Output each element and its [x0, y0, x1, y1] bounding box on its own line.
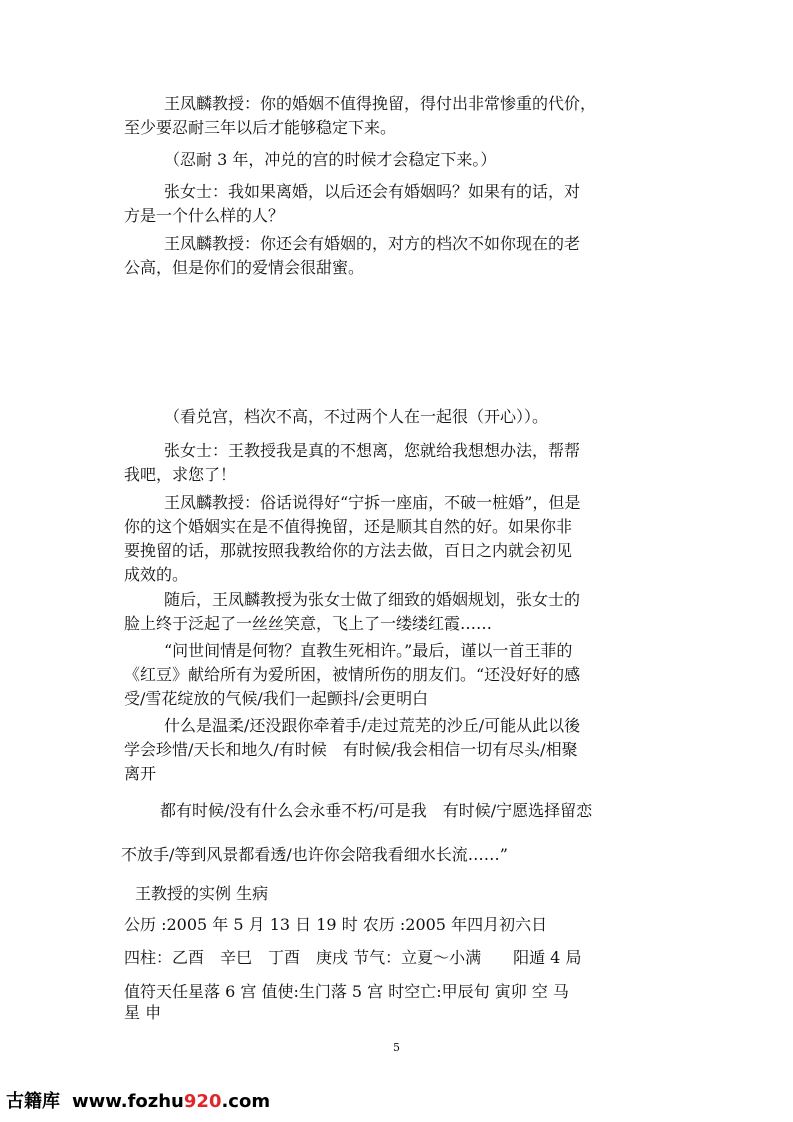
- text-line: 成效的。: [124, 565, 189, 584]
- text-line: 我吧，求您了！: [124, 465, 237, 484]
- paragraph-4: [124, 232, 660, 280]
- text-line: 张女士：王教授我是真的不想离，您就给我想想办法，帮帮: [164, 441, 581, 460]
- paragraph-1: [124, 92, 660, 140]
- footer-url[interactable]: [72, 1091, 270, 1112]
- text-line: “问世间情是何物？直教生死相许。”最后，谨以一首王菲的: [164, 641, 573, 660]
- text-line: 什么是温柔/还没跟你牵着手/走过荒芜的沙丘/可能从此以後: [164, 716, 581, 735]
- paragraph-10: [124, 714, 660, 786]
- calendar-line: 公历 :2005 年 5 月 13 日 19 时 农历 :2005 年四月初六日: [124, 915, 548, 934]
- text-line: 王凤麟教授：俗话说得好“宁拆一座庙，不破一桩婚”，但是: [164, 493, 581, 512]
- duty-line-1: 值符天任星落 6 宫 值使:生门落 5 宫 时空亡:甲辰旬 寅卯 空 马: [124, 982, 569, 1001]
- text-line: 公高，但是你们的爱情会很甜蜜。: [124, 258, 365, 277]
- lyrics-line-2: 不放手/等到风景都看透/也许你会陪我看细水长流……”: [121, 845, 508, 864]
- example-heading: 王教授的实例 生病: [135, 884, 269, 903]
- footer-url-tail: .com: [221, 1091, 271, 1112]
- text-line: 王凤麟教授：你还会有婚姻的，对方的档次不如你现在的老: [164, 234, 581, 253]
- footer-url-number: 920: [183, 1091, 222, 1112]
- paragraph-9: [124, 639, 660, 711]
- text-line: 王凤麟教授：你的婚姻不值得挽留，得付出非常惨重的代价，: [164, 94, 597, 113]
- paragraph-7: [124, 491, 660, 587]
- text-line: 要挽留的话，那就按照我教给你的方法去做，百日之内就会初见: [124, 541, 573, 560]
- footer-watermark: [6, 1090, 270, 1114]
- paragraph-2: [124, 148, 660, 172]
- paragraph-5: [124, 405, 660, 429]
- duty-line-2: 星 申: [124, 1003, 162, 1022]
- text-line: 《红豆》献给所有为爱所困，被情所伤的朋友们。“还没好好的感: [124, 665, 581, 684]
- text-line: 离开: [124, 764, 157, 783]
- text-line: 至少要忍耐三年以后才能够稳定下来。: [124, 118, 397, 137]
- paragraph-6: [124, 439, 660, 487]
- lyrics-line-1: 都有时候/没有什么会永垂不朽/可是我 有时候/宁愿选择留恋: [160, 801, 593, 820]
- footer-url-main: www.fozhu: [72, 1091, 184, 1112]
- text-line: 脸上终于泛起了一丝丝笑意，飞上了一缕缕红霞……: [124, 614, 493, 633]
- paragraph-3: [124, 180, 660, 228]
- page-number: 5: [393, 1041, 400, 1054]
- text-line: 方是一个什么样的人？: [124, 206, 285, 225]
- text-line: （看兑宫，档次不高，不过两个人在一起很（开心））。: [164, 407, 549, 426]
- text-line: 学会珍惜/天长和地久/有时候 有时候/我会相信一切有尽头/相聚: [124, 740, 578, 759]
- text-line: （忍耐 3 年，冲兑的宫的时候才会稳定下来。）: [164, 150, 497, 169]
- footer-brand: 古籍库: [6, 1091, 60, 1112]
- text-line: 受/雪花绽放的气候/我们一起颤抖/会更明白: [124, 689, 429, 708]
- four-pillars-line: 四柱：乙酉 辛巳 丁酉 庚戌 节气：立夏～小满 阳遁 4 局: [124, 948, 582, 967]
- paragraph-8: [124, 588, 660, 636]
- text-line: 张女士：我如果离婚，以后还会有婚姻吗？如果有的话，对: [164, 182, 581, 201]
- text-line: 随后，王凤麟教授为张女士做了细致的婚姻规划，张女士的: [164, 590, 581, 609]
- text-line: 你的这个婚姻实在是不值得挽留，还是顺其自然的好。如果你非: [124, 517, 573, 536]
